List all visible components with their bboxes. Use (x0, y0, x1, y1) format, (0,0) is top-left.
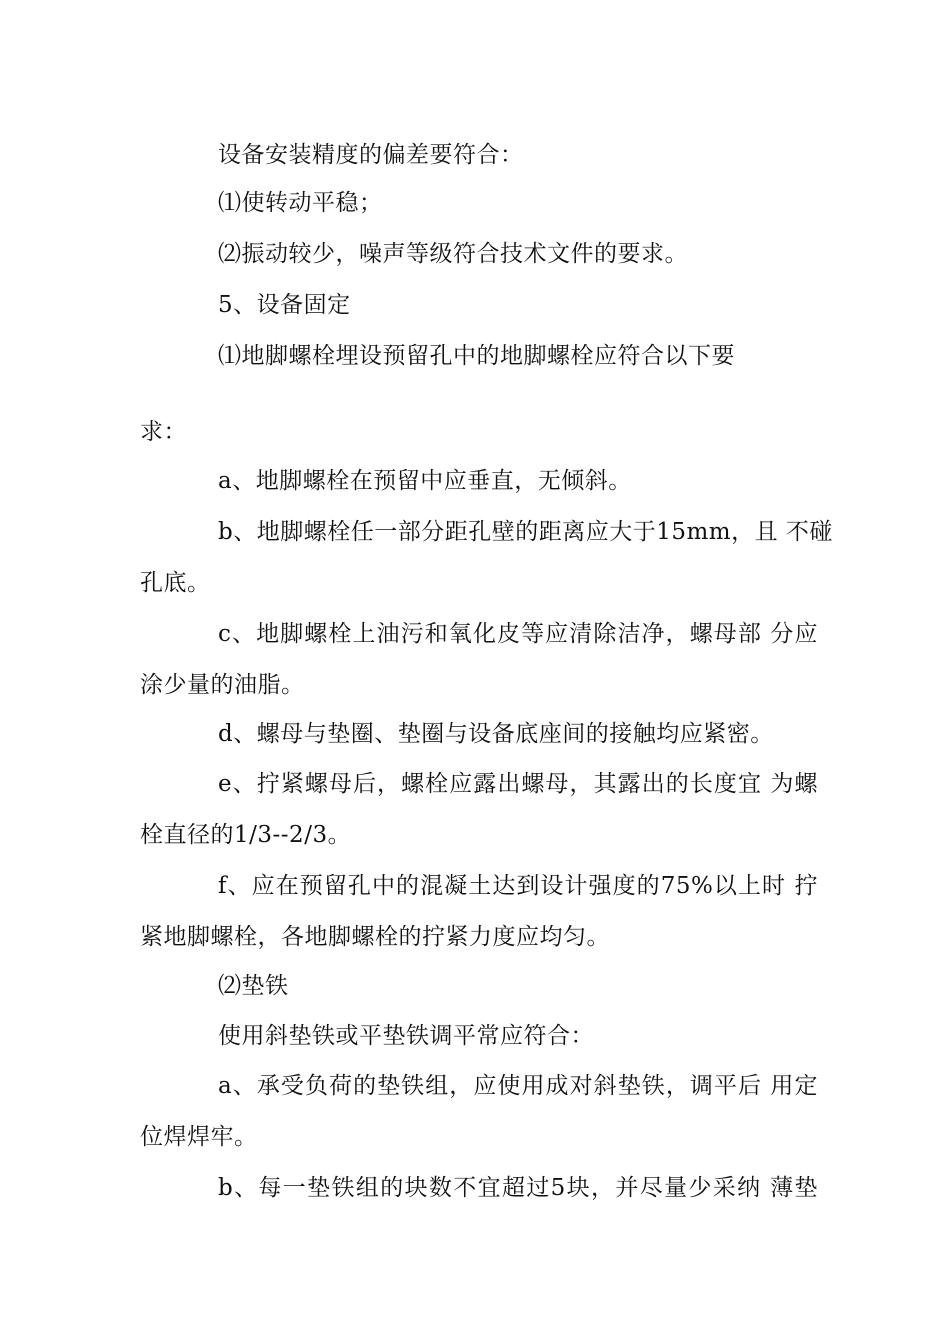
text-line: 求： (140, 419, 187, 445)
text-line: b、每一垫铁组的块数不宜超过5块，并尽量少采纳 薄垫 (218, 1175, 818, 1201)
text-line: b、地脚螺栓任一部分距孔壁的距离应大于15mm，且 不碰 (218, 519, 833, 545)
section-heading: ⑵垫铁 (218, 973, 289, 999)
text-line: 位焊焊牢。 (140, 1124, 258, 1150)
text-line: 紧地脚螺栓，各地脚螺栓的拧紧力度应均匀。 (140, 924, 610, 950)
text-line: ⑴地脚螺栓埋设预留孔中的地脚螺栓应符合以下要 (218, 343, 735, 369)
text-line: ⑴使转动平稳； (218, 190, 383, 216)
text-line: c、地脚螺栓上油污和氧化皮等应清除洁净，螺母部 分应 (218, 621, 818, 647)
section-heading: 5、设备固定 (218, 292, 351, 318)
text-line: 涂少量的油脂。 (140, 672, 305, 698)
text-line: a、承受负荷的垫铁组，应使用成对斜垫铁，调平后 用定 (218, 1073, 818, 1099)
text-line: 栓直径的1/3--2/3。 (140, 822, 352, 848)
text-line: f、应在预留孔中的混凝土达到设计强度的75%以上时 拧 (218, 873, 818, 899)
text-line: d、螺母与垫圈、垫圈与设备底座间的接触均应紧密。 (218, 721, 774, 747)
text-line: 使用斜垫铁或平垫铁调平常应符合： (218, 1023, 594, 1049)
text-line: 设备安装精度的偏差要符合： (218, 142, 524, 168)
text-line: ⑵振动较少，噪声等级符合技术文件的要求。 (218, 241, 688, 267)
text-line: e、拧紧螺母后，螺栓应露出螺母，其露出的长度宜 为螺 (218, 771, 818, 797)
text-line: a、地脚螺栓在预留中应垂直，无倾斜。 (218, 468, 632, 494)
text-line: 孔底。 (140, 570, 211, 596)
